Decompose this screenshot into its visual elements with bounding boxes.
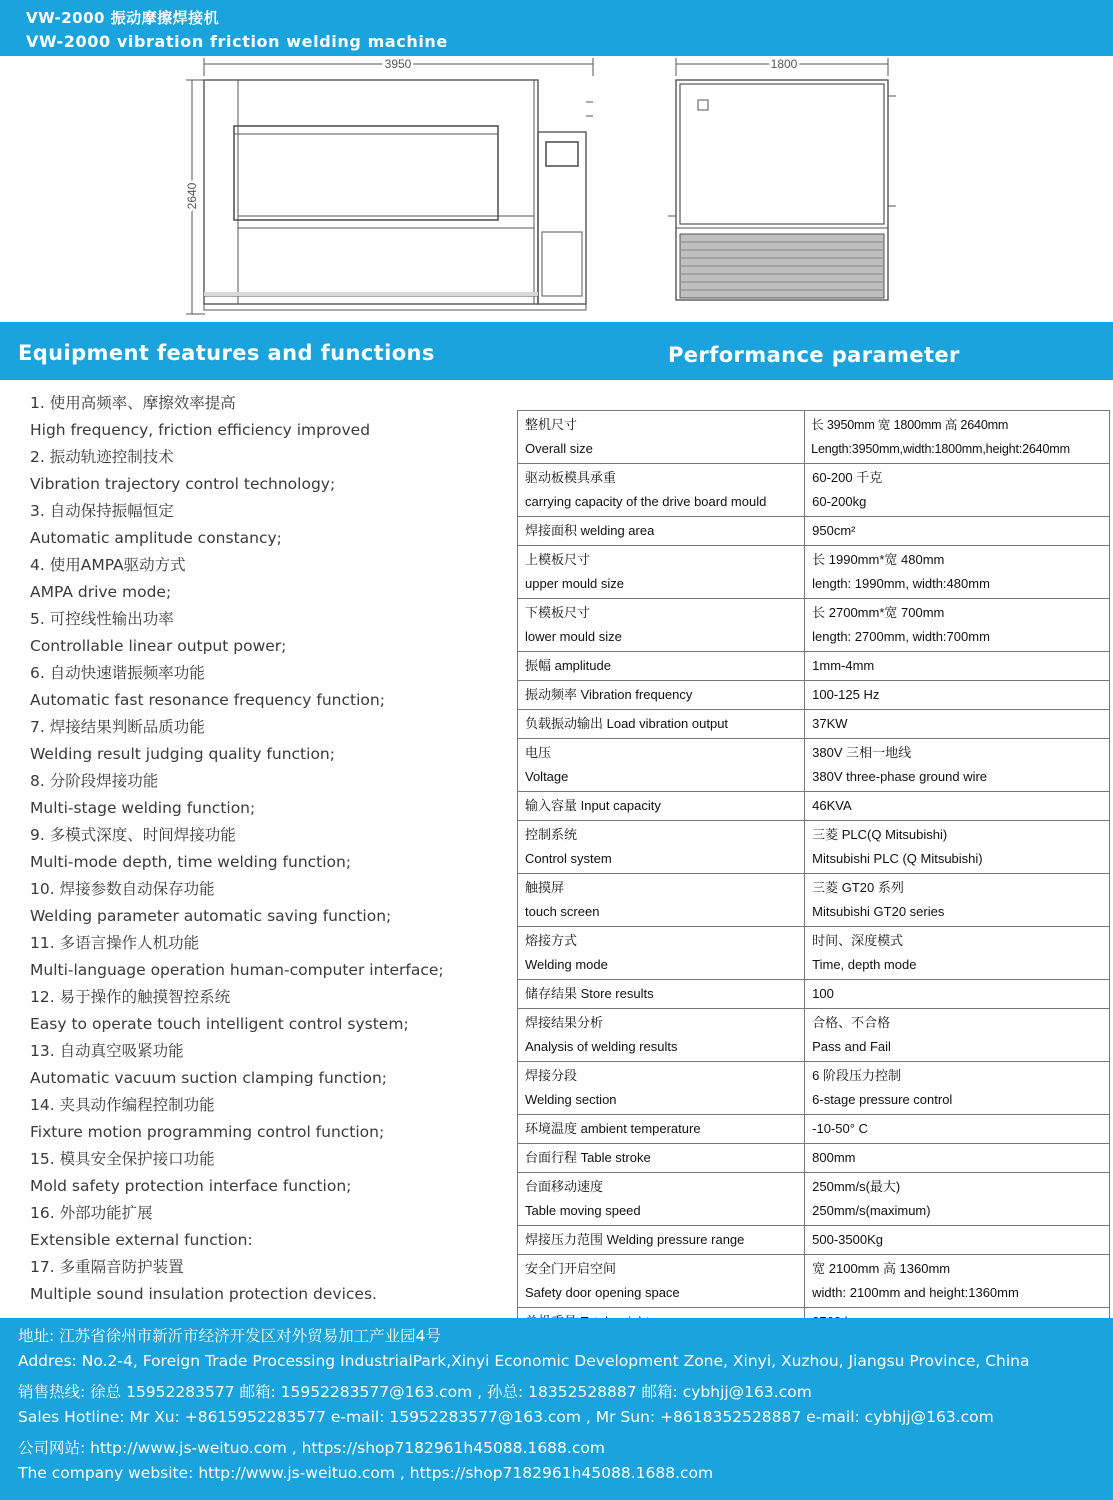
feature-7-cn: 7. 焊接结果判断品质功能 [30, 718, 205, 736]
param-label [518, 1115, 805, 1144]
param-label [518, 517, 805, 546]
param-value-text: 100 [812, 986, 834, 1001]
feature-8-en: Multi-stage welding function; [30, 799, 256, 817]
feature-12-en: Easy to operate touch intelligent control system; [30, 1015, 409, 1033]
param-value [805, 517, 1110, 546]
param-label-text: 焊接结果分析 [525, 1015, 604, 1030]
param-label [518, 874, 805, 927]
param-label-text: Control system [525, 851, 612, 866]
param-value [805, 411, 1110, 464]
contact-line-2: Addres: No.2-4, Foreign Trade Processing IndustrialPark,Xinyi Economic Development Zone, Xinyi, Xuzhou, Jiangsu Province, China [18, 1352, 1030, 1370]
param-label-text: lower mould size [525, 629, 622, 644]
param-label [518, 1226, 805, 1255]
feature-2-cn: 2. 振动轨迹控制技术 [30, 448, 174, 466]
param-value-text: -10-50° C [812, 1121, 868, 1136]
param-row [518, 710, 1110, 739]
param-value-text: 宽 2100mm 高 1360mm [812, 1261, 951, 1276]
param-label-text: 振幅 amplitude [525, 658, 611, 673]
param-value [805, 710, 1110, 739]
param-value-text: width: 2100mm and height:1360mm [812, 1285, 1019, 1300]
param-label-text: 触摸屏 [525, 880, 565, 895]
param-label-text: upper mould size [525, 576, 624, 591]
param-label [518, 710, 805, 739]
feature-13-cn: 13. 自动真空吸紧功能 [30, 1042, 184, 1060]
param-value [805, 681, 1110, 710]
param-label [518, 411, 805, 464]
feature-13-en: Automatic vacuum suction clamping function; [30, 1069, 388, 1087]
param-label [518, 792, 805, 821]
feature-1-cn: 1. 使用高频率、摩擦效率提高 [30, 394, 236, 412]
feature-4-cn: 4. 使用AMPA驱动方式 [30, 556, 186, 574]
title-english: VW-2000 vibration friction welding machine [26, 32, 448, 51]
contact-band [0, 1318, 1113, 1500]
param-row [518, 792, 1110, 821]
param-row [518, 739, 1110, 792]
param-label-text: Welding section [525, 1092, 617, 1107]
param-row [518, 980, 1110, 1009]
param-value-text: length: 2700mm, width:700mm [812, 629, 990, 644]
param-row [518, 1255, 1110, 1308]
param-value-text: 时间、深度模式 [812, 933, 904, 948]
param-value-text: Mitsubishi PLC (Q Mitsubishi) [812, 851, 983, 866]
machine-drawing [0, 56, 1113, 322]
param-row [518, 1144, 1110, 1173]
param-value-text: 380V three-phase ground wire [812, 769, 988, 784]
param-label-text: Table moving speed [525, 1203, 641, 1218]
param-label-text: 台面行程 Table stroke [525, 1150, 651, 1165]
feature-3-en: Automatic amplitude constancy; [30, 529, 282, 547]
param-label-text: Analysis of welding results [525, 1039, 678, 1054]
contact-line-4: Sales Hotline: Mr Xu: +8615952283577 e-mail: 15952283577@163.com , Mr Sun: +8618352528887 e-mail: cybhjj@163.com [18, 1408, 994, 1426]
param-label-text: Overall size [525, 441, 593, 456]
param-label-text: 熔接方式 [525, 933, 578, 948]
feature-16-en: Extensible external function: [30, 1231, 253, 1249]
feature-14-en: Fixture motion programming control function; [30, 1123, 385, 1141]
param-label-text: touch screen [525, 904, 600, 919]
param-label-text: 控制系统 [525, 827, 578, 842]
param-row [518, 464, 1110, 517]
feature-6-en: Automatic fast resonance frequency function; [30, 691, 385, 709]
feature-10-en: Welding parameter automatic saving function; [30, 907, 392, 925]
param-row [518, 1173, 1110, 1226]
param-value-text: 950cm² [812, 523, 856, 538]
param-value-text: 1mm-4mm [812, 658, 875, 673]
param-label-text: carrying capacity of the drive board mould [525, 494, 767, 509]
param-value-text: 46KVA [812, 798, 852, 813]
param-label-text: Voltage [525, 769, 569, 784]
param-value [805, 874, 1110, 927]
param-value-text: 380V 三相一地线 [812, 745, 912, 760]
feature-5-en: Controllable linear output power; [30, 637, 287, 655]
contact-line-1: 地址: 江苏省徐州市新沂市经济开发区对外贸易加工产业园4号 [18, 1327, 442, 1345]
param-label-text: 输入容量 Input capacity [525, 798, 661, 813]
front-window [234, 126, 498, 220]
param-row [518, 517, 1110, 546]
features-list [30, 392, 520, 1310]
feature-7-en: Welding result judging quality function; [30, 745, 335, 763]
param-row [518, 1226, 1110, 1255]
contact-line-3: 销售热线: 徐总 15952283577 邮箱: 15952283577@163.com , 孙总: 18352528887 邮箱: cybhjj@163.com [18, 1383, 812, 1401]
params-table [517, 410, 1110, 1337]
param-label-text: 驱动板模具承重 [525, 470, 617, 485]
feature-17-en: Multiple sound insulation protection devices. [30, 1285, 377, 1303]
param-value-text: Time, depth mode [812, 957, 917, 972]
feature-16-cn: 16. 外部功能扩展 [30, 1204, 153, 1222]
param-label [518, 1255, 805, 1308]
param-row [518, 874, 1110, 927]
param-row [518, 927, 1110, 980]
param-value-text: 100-125 Hz [812, 687, 880, 702]
param-value-text: 800mm [812, 1150, 856, 1165]
param-label [518, 652, 805, 681]
param-value-text: Pass and Fail [812, 1039, 891, 1054]
feature-1-en: High frequency, friction efficiency improved [30, 421, 371, 439]
param-value-text: Length:3950mm,width:1800mm,height:2640mm [811, 442, 1070, 456]
param-label [518, 927, 805, 980]
param-label [518, 980, 805, 1009]
param-label [518, 1144, 805, 1173]
touch-screen-drawing [546, 142, 578, 166]
param-label-text: 储存结果 Store results [525, 986, 654, 1001]
param-label-text: 焊接分段 [525, 1068, 578, 1083]
param-value-text: 250mm/s(最大) [812, 1179, 901, 1194]
feature-12-cn: 12. 易于操作的触摸智控系统 [30, 988, 231, 1006]
feature-11-en: Multi-language operation human-computer interface; [30, 961, 444, 979]
section-band [0, 322, 1113, 380]
param-label-text: 台面移动速度 [525, 1179, 604, 1194]
param-value-text: 长 1990mm*宽 480mm [812, 552, 945, 567]
param-row [518, 1009, 1110, 1062]
param-row [518, 1062, 1110, 1115]
feature-11-cn: 11. 多语言操作人机功能 [30, 934, 200, 952]
feature-4-en: AMPA drive mode; [30, 583, 172, 601]
front-body [204, 80, 538, 304]
param-value-text: length: 1990mm, width:480mm [812, 576, 990, 591]
param-value-text: 60-200 千克 [812, 470, 883, 485]
param-label [518, 1173, 805, 1226]
contact-line-5: 公司网站: http://www.js-weituo.com , https://shop7182961h45088.1688.com [18, 1439, 605, 1457]
feature-14-cn: 14. 夹具动作编程控制功能 [30, 1096, 215, 1114]
param-value [805, 927, 1110, 980]
param-value [805, 652, 1110, 681]
param-value-text: 长 3950mm 宽 1800mm 高 2640mm [811, 418, 1009, 432]
param-value [805, 1115, 1110, 1144]
param-label-text: Safety door opening space [525, 1285, 680, 1300]
param-value [805, 1226, 1110, 1255]
feature-15-cn: 15. 模具安全保护接口功能 [30, 1150, 215, 1168]
param-value-text: Mitsubishi GT20 series [812, 904, 945, 919]
param-value-text: 37KW [812, 716, 848, 731]
param-label [518, 546, 805, 599]
param-value [805, 1255, 1110, 1308]
param-row [518, 681, 1110, 710]
title-chinese: VW-2000 振动摩擦焊接机 [26, 9, 220, 27]
param-value [805, 599, 1110, 652]
param-value [805, 1173, 1110, 1226]
param-value [805, 546, 1110, 599]
param-row [518, 411, 1110, 464]
param-value [805, 1009, 1110, 1062]
param-row [518, 821, 1110, 874]
header-band [0, 0, 1113, 56]
feature-5-cn: 5. 可控线性输出功率 [30, 610, 174, 628]
param-value-text: 三菱 GT20 系列 [812, 880, 904, 895]
param-label-text: 焊接面积 welding area [525, 523, 655, 538]
feature-3-cn: 3. 自动保持振幅恒定 [30, 502, 174, 520]
param-label [518, 681, 805, 710]
params-heading: Performance parameter [668, 343, 960, 367]
feature-2-en: Vibration trajectory control technology; [30, 475, 336, 493]
param-label-text: 电压 [525, 745, 552, 760]
feature-8-cn: 8. 分阶段焊接功能 [30, 772, 159, 790]
feature-9-cn: 9. 多模式深度、时间焊接功能 [30, 826, 236, 844]
param-row [518, 1115, 1110, 1144]
param-label [518, 1062, 805, 1115]
param-label [518, 599, 805, 652]
param-value [805, 980, 1110, 1009]
param-value [805, 1144, 1110, 1173]
param-value-text: 长 2700mm*宽 700mm [812, 605, 945, 620]
param-label-text: 整机尺寸 [525, 417, 578, 432]
param-value [805, 739, 1110, 792]
param-row [518, 599, 1110, 652]
feature-6-cn: 6. 自动快速谐振频率功能 [30, 664, 205, 682]
param-label-text: 上模板尺寸 [525, 552, 591, 567]
param-value [805, 821, 1110, 874]
param-row [518, 652, 1110, 681]
param-label-text: 安全门开启空间 [525, 1261, 617, 1276]
param-value-text: 500-3500Kg [812, 1232, 883, 1247]
feature-17-cn: 17. 多重隔音防护装置 [30, 1258, 184, 1276]
param-label-text: 负载振动输出 Load vibration output [525, 716, 729, 731]
param-label [518, 821, 805, 874]
param-label-text: 焊接压力范围 Welding pressure range [525, 1232, 745, 1247]
param-value-text: 6-stage pressure control [812, 1092, 953, 1107]
machine-drawing-svg [0, 56, 1113, 322]
contact-line-6: The company website: http://www.js-weituo.com , https://shop7182961h45088.1688.com [18, 1464, 714, 1482]
dim-width-front: 3950 [384, 57, 412, 71]
param-label [518, 1009, 805, 1062]
param-value-text: 6 阶段压力控制 [812, 1068, 901, 1083]
feature-9-en: Multi-mode depth, time welding function; [30, 853, 352, 871]
param-value-text: 60-200kg [812, 494, 867, 509]
param-label [518, 739, 805, 792]
param-label-text: 环境温度 ambient temperature [525, 1121, 701, 1136]
features-heading: Equipment features and functions [18, 341, 435, 365]
feature-10-cn: 10. 焊接参数自动保存功能 [30, 880, 215, 898]
dim-width-side: 1800 [770, 57, 798, 71]
param-row [518, 546, 1110, 599]
param-label-text: Welding mode [525, 957, 608, 972]
param-value-text: 三菱 PLC(Q Mitsubishi) [812, 827, 948, 842]
param-label-text: 下模板尺寸 [525, 605, 591, 620]
feature-15-en: Mold safety protection interface function; [30, 1177, 352, 1195]
param-value-text: 250mm/s(maximum) [812, 1203, 931, 1218]
param-value [805, 464, 1110, 517]
param-label-text: 振动频率 Vibration frequency [525, 687, 693, 702]
param-value-text: 合格、不合格 [812, 1015, 891, 1030]
param-value [805, 792, 1110, 821]
param-label [518, 464, 805, 517]
param-value [805, 1062, 1110, 1115]
dim-height-front: 2640 [185, 182, 199, 210]
